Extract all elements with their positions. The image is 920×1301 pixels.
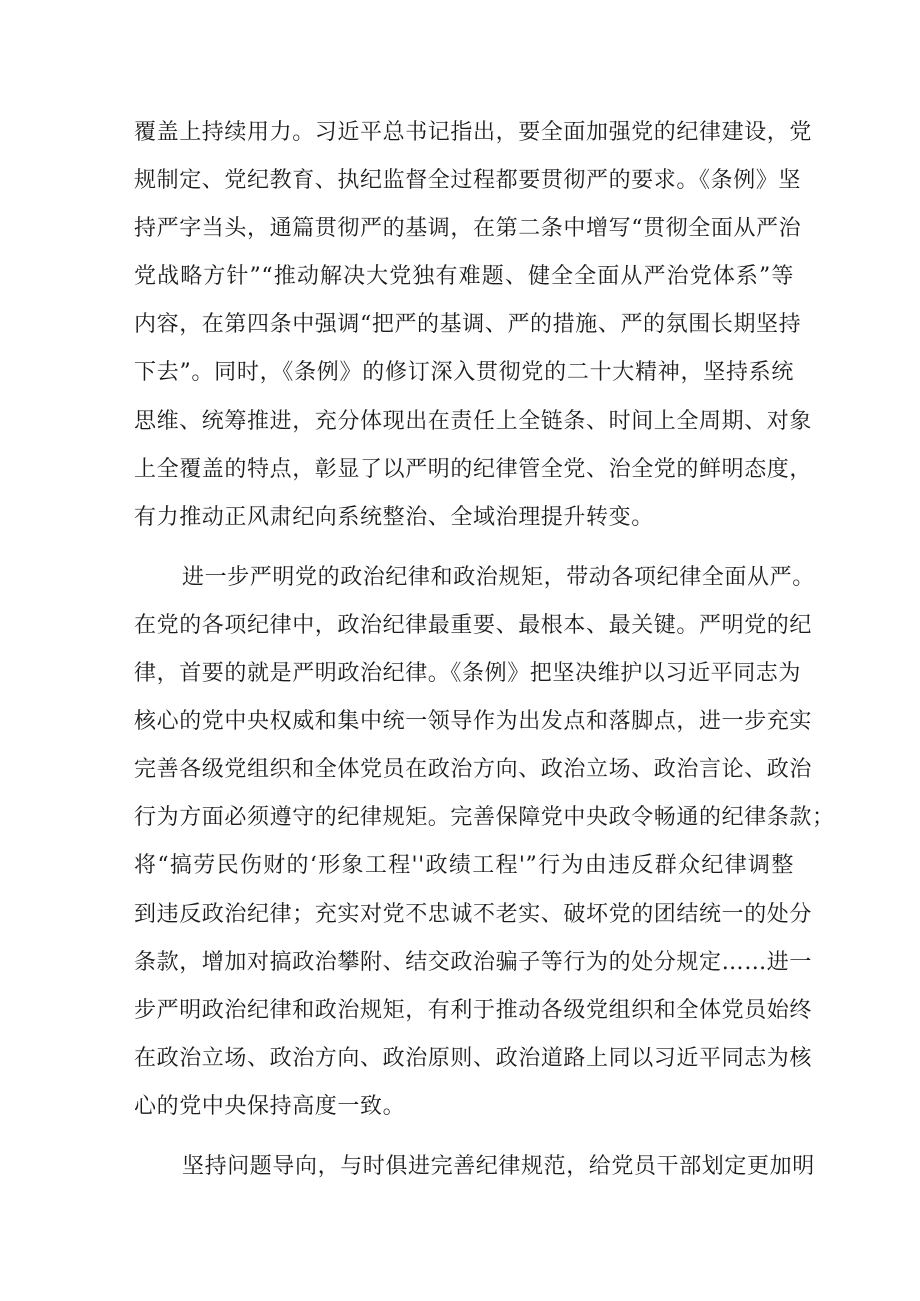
text-line: 思维、统筹推进，充分体现出在责任上全链条、时间上全周期、对象 (134, 408, 813, 434)
text-line: 在党的各项纪律中，政治纪律最重要、最根本、最关键。严明党的纪 (134, 612, 813, 638)
text-line: 心的党中央保持高度一致。 (134, 1093, 406, 1119)
text-line: 完善各级党组织和全体党员在政治方向、政治立场、政治言论、政治 (134, 757, 813, 783)
text-line: 进一步严明党的政治纪律和政治规矩，带动各项纪律全面从严。 (182, 564, 815, 590)
text-line: 在政治立场、政治方向、政治原则、政治道路上同以习近平同志为核 (134, 1045, 813, 1071)
text-line: 核心的党中央权威和集中统一领导作为出发点和落脚点，进一步充实 (134, 709, 813, 735)
text-line: 内容，在第四条中强调“把严的基调、严的措施、严的氛围长期坚持 (134, 312, 802, 338)
paragraph-1 (134, 109, 813, 542)
document-body (134, 109, 835, 1191)
text-line: 步严明政治纪律和政治规矩，有利于推动各级党组织和全体党员始终 (134, 997, 813, 1023)
text-line: 规制定、党纪教育、执纪监督全过程都要贯彻严的要求。《条例》坚 (134, 168, 802, 194)
text-line: 有力推动正风肃纪向系统整治、全域治理提升转变。 (134, 504, 654, 530)
text-line: 律，首要的就是严明政治纪律。《条例》把坚决维护以习近平同志为 (134, 661, 802, 687)
text-line: 持严字当头，通篇贯彻严的基调，在第二条中增写“贯彻全面从严治 (134, 216, 802, 242)
text-line: 条款，增加对搞政治攀附、结交政治骗子等行为的处分规定……进一 (134, 949, 813, 975)
paragraph-2 (134, 554, 835, 1131)
text-line: 坚持问题导向，与时俱进完善纪律规范，给党员干部划定更加明 (182, 1153, 815, 1179)
paragraph-gap (134, 542, 794, 554)
text-line: 上全覆盖的特点，彰显了以严明的纪律管全党、治全党的鲜明态度， (134, 456, 813, 482)
text-line: 到违反政治纪律；充实对党不忠诚不老实、破坏党的团结统一的处分 (134, 901, 813, 927)
text-line: 行为方面必须遵守的纪律规矩。完善保障党中央政令畅通的纪律条款； (134, 805, 835, 831)
text-line: 覆盖上持续用力。习近平总书记指出，要全面加强党的纪律建设，党 (134, 120, 813, 145)
paragraph-3 (134, 1143, 815, 1191)
text-line: 下去”。同时，《条例》的修订深入贯彻党的二十大精神，坚持系统 (134, 360, 794, 386)
paragraph-gap (134, 1131, 794, 1143)
text-line: 党战略方针”“推动解决大党独有难题、健全全面从严治党体系”等 (134, 264, 794, 290)
text-line: 将“搞劳民伤财的‘形象工程''政绩工程'”行为由违反群众纪律调整 (134, 853, 794, 879)
